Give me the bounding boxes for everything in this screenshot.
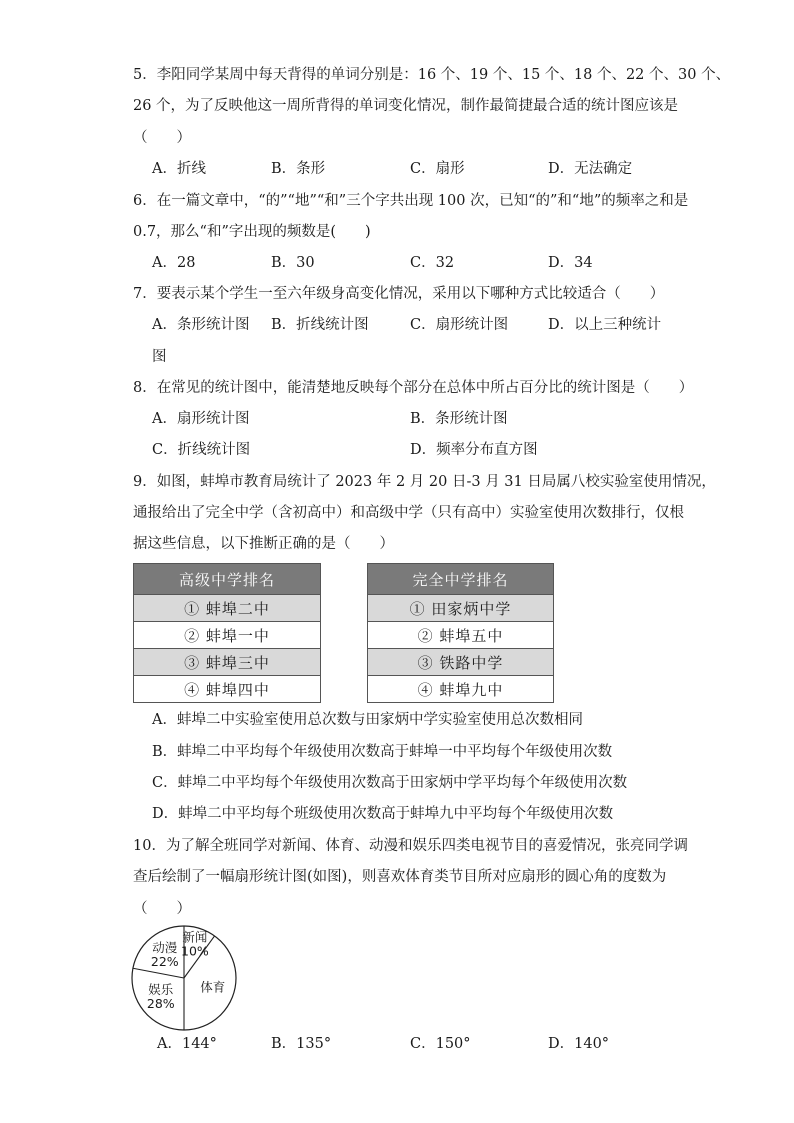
q10-stem-line2: 查后绘制了一幅扇形统计图(如图)，则喜欢体育类节目所对应扇形的圆心角的度数为 bbox=[133, 869, 667, 885]
q9-option-c[interactable]: C．蚌埠二中平均每个年级使用次数高于田家炳中学平均每个年级使用次数 bbox=[152, 775, 628, 791]
q7-option-a[interactable]: A．条形统计图 bbox=[152, 317, 250, 333]
q5-option-d[interactable]: D．无法确定 bbox=[548, 161, 633, 177]
complete-school-rank-3: ③ 铁路中学 bbox=[368, 649, 554, 676]
senior-high-ranking-header: 高级中学排名 bbox=[134, 564, 321, 595]
hobby-pie-chart bbox=[128, 922, 240, 1034]
pie-slice-label-1: 新闻 10% bbox=[181, 929, 209, 959]
q9-stem-line3: 据这些信息，以下推断正确的是（ ） bbox=[133, 536, 394, 552]
q6-stem-line1: 6．在一篇文章中，“的”“地”“和”三个字共出现 100 次，已知“的”和“地”的频率之和是 bbox=[133, 193, 689, 209]
q7-stem: 7．要表示某个学生一至六年级身高变化情况，采用以下哪种方式比较适合（ ） bbox=[133, 286, 665, 302]
q5-stem-line1: 5．李阳同学某周中每天背得的单词分别是：16 个、19 个、15 个、18 个、22 个、30 个、 bbox=[133, 67, 731, 83]
complete-school-ranking-header: 完全中学排名 bbox=[368, 564, 554, 595]
pie-slice-label-2: 体育 bbox=[200, 979, 226, 995]
q5-stem-line2: 26 个，为了反映他这一周所背得的单词变化情况，制作最简捷最合适的统计图应该是 bbox=[133, 98, 679, 114]
senior-high-rank-1: ① 蚌埠二中 bbox=[134, 595, 321, 622]
q5-option-c[interactable]: C．扇形 bbox=[410, 161, 465, 177]
q6-option-c[interactable]: C．32 bbox=[410, 255, 455, 271]
q9-stem-line2: 通报给出了完全中学（含初高中）和高级中学（只有高中）实验室使用次数排行，仅根 bbox=[133, 505, 684, 521]
complete-school-rank-4: ④ 蚌埠九中 bbox=[368, 676, 554, 703]
q10-answer-bracket: （ ） bbox=[133, 901, 191, 917]
senior-high-ranking-table bbox=[133, 563, 321, 703]
senior-high-rank-2: ② 蚌埠一中 bbox=[134, 622, 321, 649]
q6-option-b[interactable]: B．30 bbox=[271, 255, 315, 271]
q8-option-d[interactable]: D．频率分布直方图 bbox=[410, 442, 538, 458]
q8-option-a[interactable]: A．扇形统计图 bbox=[152, 411, 250, 427]
q5-option-b[interactable]: B．条形 bbox=[271, 161, 326, 177]
q8-option-c[interactable]: C．折线统计图 bbox=[152, 442, 251, 458]
q8-option-b[interactable]: B．条形统计图 bbox=[410, 411, 508, 427]
complete-school-rank-1: ① 田家炳中学 bbox=[368, 595, 554, 622]
q9-option-d[interactable]: D．蚌埠二中平均每个班级使用次数高于蚌埠九中平均每个年级使用次数 bbox=[152, 806, 614, 822]
pie-slice-label-4: 动漫 22% bbox=[150, 939, 179, 969]
q10-option-a[interactable]: A．144° bbox=[157, 1036, 217, 1052]
q6-option-d[interactable]: D．34 bbox=[548, 255, 593, 271]
q10-option-c[interactable]: C．150° bbox=[410, 1036, 471, 1052]
q10-option-b[interactable]: B．135° bbox=[271, 1036, 332, 1052]
pie-slice-label-3: 娱乐 28% bbox=[146, 982, 175, 1012]
q5-option-a[interactable]: A．折线 bbox=[152, 161, 206, 177]
senior-high-rank-3: ③ 蚌埠三中 bbox=[134, 649, 321, 676]
q9-stem-line1: 9．如图，蚌埠市教育局统计了 2023 年 2 月 20 日-3 月 31 日局属八校实验室使用情况， bbox=[133, 474, 716, 490]
senior-high-rank-4: ④ 蚌埠四中 bbox=[134, 676, 321, 703]
q7-option-d-wrap: 图 bbox=[152, 349, 167, 365]
q7-option-b[interactable]: B．折线统计图 bbox=[271, 317, 369, 333]
q5-answer-bracket: （ ） bbox=[133, 130, 191, 146]
q6-option-a[interactable]: A．28 bbox=[152, 255, 196, 271]
q10-option-d[interactable]: D．140° bbox=[548, 1036, 610, 1052]
q6-stem-line2: 0.7，那么“和”字出现的频数是( ) bbox=[133, 224, 371, 240]
q10-stem-line1: 10．为了解全班同学对新闻、体育、动漫和娱乐四类电视节目的喜爱情况，张亮同学调 bbox=[133, 838, 688, 854]
q8-stem: 8．在常见的统计图中，能清楚地反映每个部分在总体中所占百分比的统计图是（ ） bbox=[133, 380, 694, 396]
q9-option-a[interactable]: A．蚌埠二中实验室使用总次数与田家炳中学实验室使用总次数相同 bbox=[152, 712, 583, 728]
q7-option-d[interactable]: D．以上三种统计 bbox=[548, 317, 662, 333]
complete-school-rank-2: ② 蚌埠五中 bbox=[368, 622, 554, 649]
q7-option-c[interactable]: C．扇形统计图 bbox=[410, 317, 509, 333]
q9-option-b[interactable]: B．蚌埠二中平均每个年级使用次数高于蚌埠一中平均每个年级使用次数 bbox=[152, 744, 613, 760]
complete-school-ranking-table bbox=[367, 563, 554, 703]
